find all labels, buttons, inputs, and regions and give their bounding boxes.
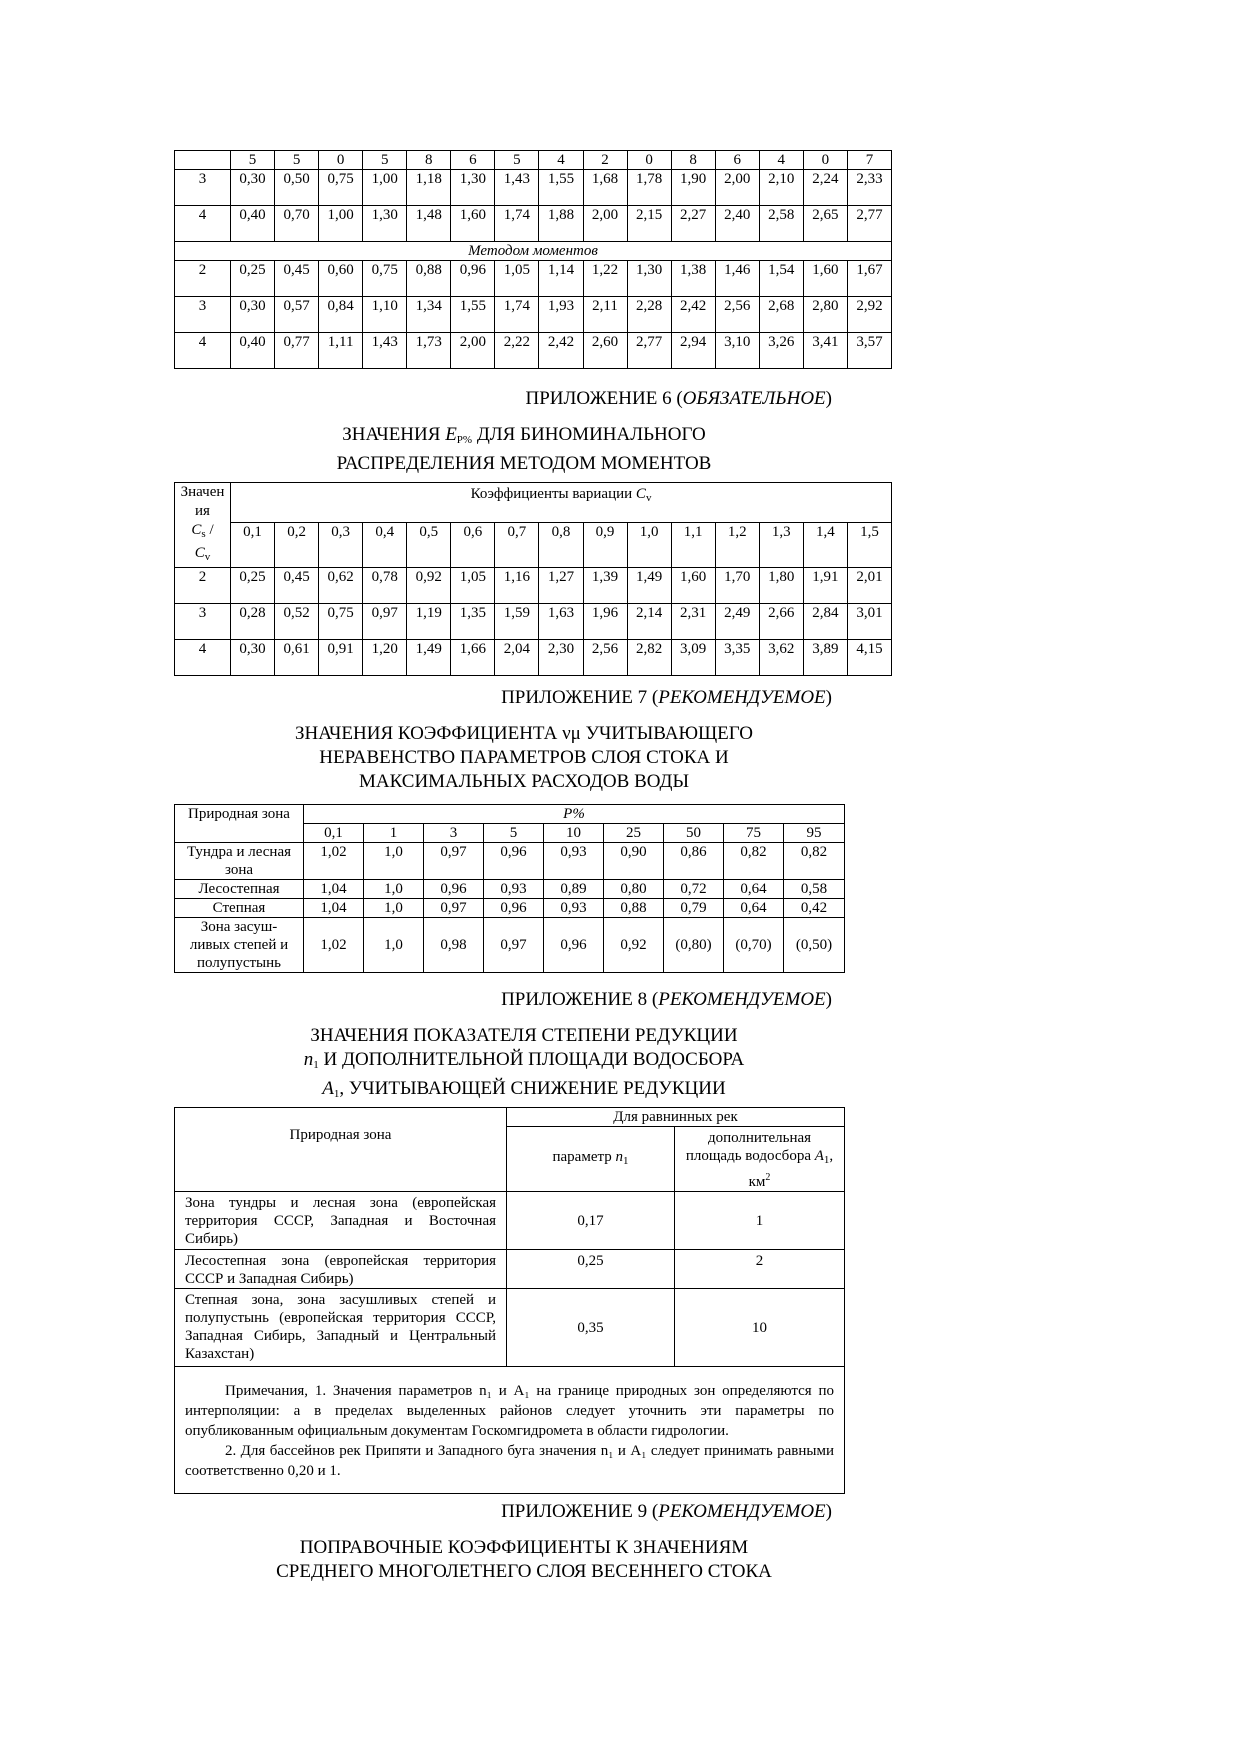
value-cell: 1,16 xyxy=(495,568,539,604)
zone-header: Природная зона xyxy=(175,805,304,843)
value-cell: 1,48 xyxy=(407,206,451,242)
value-cell: 0,82 xyxy=(784,843,845,880)
value-cell: 0,75 xyxy=(319,170,363,206)
value-cell: 2,65 xyxy=(803,206,847,242)
value-cell: 1,67 xyxy=(847,261,891,297)
value-cell: 2,42 xyxy=(539,333,583,369)
value-cell: 1,60 xyxy=(671,568,715,604)
value-cell: 2,22 xyxy=(495,333,539,369)
table-row xyxy=(175,918,845,973)
p-column-header: 75 xyxy=(724,824,784,843)
cv-column-header: 0,5 xyxy=(407,523,451,568)
a1-cell: 2 xyxy=(675,1250,845,1289)
value-cell: 0,96 xyxy=(484,899,544,918)
value-cell: 2,01 xyxy=(847,568,891,604)
value-cell: 4 xyxy=(539,151,583,170)
value-cell: 0,64 xyxy=(724,880,784,899)
value-cell: 0,58 xyxy=(784,880,845,899)
value-cell: 0,77 xyxy=(275,333,319,369)
appendix-8-title: ЗНАЧЕНИЯ ПОКАЗАТЕЛЯ СТЕПЕНИ РЕДУКЦИИ $n_1$ И ДОПОЛНИТЕЛЬНОЙ ПЛОЩАДИ ВОДОСБОРА $A_1$, УЧИТЫВАЮЩЕЙ СНИЖЕНИЕ РЕДУКЦИИ xyxy=(303,1025,745,1100)
row-header-cell: Значения $C_s$ / $C_v$ xyxy=(175,483,231,568)
value-cell: 6 xyxy=(451,151,495,170)
value-cell: 3,62 xyxy=(759,640,803,676)
value-cell: 1,35 xyxy=(451,604,495,640)
value-cell: 0,89 xyxy=(544,880,604,899)
value-cell: 1,66 xyxy=(451,640,495,676)
value-cell: 0,96 xyxy=(451,261,495,297)
p-column-header: 10 xyxy=(544,824,604,843)
n1-cell: 0,35 xyxy=(507,1289,675,1367)
cv-column-header: 1,2 xyxy=(715,523,759,568)
value-cell: 1,38 xyxy=(671,261,715,297)
continued-table xyxy=(174,150,892,369)
p-column-header: 50 xyxy=(664,824,724,843)
table-row xyxy=(175,880,845,899)
row-label: 3 xyxy=(175,297,231,333)
value-cell: 0,28 xyxy=(231,604,275,640)
value-cell: 1,0 xyxy=(364,880,424,899)
table-row xyxy=(175,843,845,880)
value-cell: 2,56 xyxy=(583,640,627,676)
cv-column-header: 1,1 xyxy=(671,523,715,568)
value-cell: 0,97 xyxy=(424,899,484,918)
table-row xyxy=(175,206,892,242)
value-cell: 1,19 xyxy=(407,604,451,640)
value-cell: 0,96 xyxy=(424,880,484,899)
value-cell: 4,15 xyxy=(847,640,891,676)
value-cell: 0,78 xyxy=(363,568,407,604)
value-cell: (0,80) xyxy=(664,918,724,973)
appendix-7-heading: ПРИЛОЖЕНИЕ 7 (РЕКОМЕНДУЕМОЕ) xyxy=(501,687,832,708)
table-row xyxy=(175,568,892,604)
appendix-7-title: ЗНАЧЕНИЯ КОЭФФИЦИЕНТА νμ УЧИТЫВАЮЩЕГО НЕРАВЕНСТВО ПАРАМЕТРОВ СЛОЯ СТОКА И МАКСИМАЛЬНЫХ РАСХОДОВ ВОДЫ xyxy=(294,723,754,792)
value-cell: 2,10 xyxy=(759,170,803,206)
section-label: Методом моментов xyxy=(175,242,892,261)
value-cell: 2,56 xyxy=(715,297,759,333)
row-label: 3 xyxy=(175,170,231,206)
value-cell: 0,40 xyxy=(231,206,275,242)
reduction-table xyxy=(174,1107,845,1494)
p-column-header: 0,1 xyxy=(304,824,364,843)
value-cell: 0,75 xyxy=(363,261,407,297)
value-cell: 1,0 xyxy=(364,918,424,973)
value-cell: 0,30 xyxy=(231,297,275,333)
value-cell: 3,26 xyxy=(759,333,803,369)
value-cell: 0,96 xyxy=(544,918,604,973)
value-cell: 0,52 xyxy=(275,604,319,640)
value-cell: 0,92 xyxy=(407,568,451,604)
value-cell: 0,90 xyxy=(604,843,664,880)
value-cell: 0,57 xyxy=(275,297,319,333)
value-cell: 2,31 xyxy=(671,604,715,640)
value-cell: 0,92 xyxy=(604,918,664,973)
value-cell: 0,93 xyxy=(544,843,604,880)
value-cell: 1,22 xyxy=(583,261,627,297)
value-cell: 1,0 xyxy=(364,899,424,918)
appendix-6-heading: ПРИЛОЖЕНИЕ 6 (ОБЯЗАТЕЛЬНОЕ) xyxy=(525,388,832,409)
value-cell: 0,30 xyxy=(231,170,275,206)
value-cell: (0,50) xyxy=(784,918,845,973)
value-cell: 1,54 xyxy=(759,261,803,297)
cv-column-header: 0,3 xyxy=(319,523,363,568)
value-cell: 0,80 xyxy=(604,880,664,899)
p-header: P% xyxy=(304,805,845,824)
value-cell: 0,97 xyxy=(363,604,407,640)
table-row xyxy=(175,899,845,918)
notes-cell xyxy=(175,1367,845,1494)
value-cell: 2,49 xyxy=(715,604,759,640)
value-cell: 0,98 xyxy=(424,918,484,973)
value-cell: 1,20 xyxy=(363,640,407,676)
cv-column-header: 0,9 xyxy=(583,523,627,568)
value-cell: 1,43 xyxy=(495,170,539,206)
n1-cell: 0,25 xyxy=(507,1250,675,1289)
value-cell: 1,46 xyxy=(715,261,759,297)
value-cell: 0,79 xyxy=(664,899,724,918)
value-cell: 1,68 xyxy=(583,170,627,206)
table-row xyxy=(175,170,892,206)
table-row xyxy=(175,151,892,170)
value-cell: 1,91 xyxy=(803,568,847,604)
row-label: 4 xyxy=(175,333,231,369)
value-cell: 0,91 xyxy=(319,640,363,676)
value-cell: 2,11 xyxy=(583,297,627,333)
value-cell: 2,77 xyxy=(847,206,891,242)
a1-cell: 10 xyxy=(675,1289,845,1367)
value-cell: 2,94 xyxy=(671,333,715,369)
value-cell: 0,70 xyxy=(275,206,319,242)
cv-column-header: 1,5 xyxy=(847,523,891,568)
value-cell: 0,45 xyxy=(275,568,319,604)
value-cell: 3,57 xyxy=(847,333,891,369)
row-label xyxy=(175,151,231,170)
zone-header: Природная зона xyxy=(175,1108,507,1192)
value-cell: 1,02 xyxy=(304,843,364,880)
value-cell: 2 xyxy=(583,151,627,170)
value-cell: 0,62 xyxy=(319,568,363,604)
value-cell: 1,90 xyxy=(671,170,715,206)
value-cell: 8 xyxy=(407,151,451,170)
value-cell: 1,74 xyxy=(495,206,539,242)
cv-group-header: Коэффициенты вариации $C_v$ xyxy=(231,483,892,523)
value-cell: 0 xyxy=(319,151,363,170)
note-2: 2. Для бассейнов рек Припяти и Западного буга значения n₁ и A₁ следует принимать равными соответственно 0,20 и 1. xyxy=(185,1443,834,1479)
value-cell: 2,00 xyxy=(451,333,495,369)
value-cell: 1,0 xyxy=(364,843,424,880)
value-cell: 0,93 xyxy=(484,880,544,899)
binomial-table xyxy=(174,482,892,676)
value-cell: 2,92 xyxy=(847,297,891,333)
value-cell: 1,30 xyxy=(363,206,407,242)
value-cell: 1,60 xyxy=(451,206,495,242)
a1-cell: 1 xyxy=(675,1192,845,1250)
param-n1-header: параметр $n_1$ xyxy=(507,1127,675,1192)
value-cell: 0,30 xyxy=(231,640,275,676)
value-cell: 2,28 xyxy=(627,297,671,333)
value-cell: 0,88 xyxy=(407,261,451,297)
value-cell: 0,84 xyxy=(319,297,363,333)
table-row xyxy=(175,1289,845,1367)
value-cell: 1,10 xyxy=(363,297,407,333)
value-cell: 1,39 xyxy=(583,568,627,604)
cv-column-header: 1,0 xyxy=(627,523,671,568)
value-cell: 1,05 xyxy=(495,261,539,297)
table-row xyxy=(175,297,892,333)
value-cell: 2,82 xyxy=(627,640,671,676)
value-cell: 2,80 xyxy=(803,297,847,333)
value-cell: 2,04 xyxy=(495,640,539,676)
value-cell: 2,14 xyxy=(627,604,671,640)
p-column-header: 5 xyxy=(484,824,544,843)
n1-cell: 0,17 xyxy=(507,1192,675,1250)
value-cell: 2,58 xyxy=(759,206,803,242)
p-column-header: 3 xyxy=(424,824,484,843)
value-cell: 0 xyxy=(627,151,671,170)
value-cell: 7 xyxy=(847,151,891,170)
value-cell: 2,00 xyxy=(715,170,759,206)
cv-column-header: 0,8 xyxy=(539,523,583,568)
value-cell: 1,96 xyxy=(583,604,627,640)
table-row xyxy=(175,1250,845,1289)
value-cell: 1,73 xyxy=(407,333,451,369)
value-cell: 0 xyxy=(803,151,847,170)
value-cell: 0,42 xyxy=(784,899,845,918)
p-column-header: 95 xyxy=(784,824,845,843)
value-cell: 2,24 xyxy=(803,170,847,206)
table-row xyxy=(175,640,892,676)
value-cell: 1,34 xyxy=(407,297,451,333)
value-cell: 2,00 xyxy=(583,206,627,242)
plain-rivers-header: Для равнинных рек xyxy=(507,1108,845,1127)
table-row xyxy=(175,333,892,369)
value-cell: 1,00 xyxy=(319,206,363,242)
value-cell: 1,60 xyxy=(803,261,847,297)
value-cell: 0,82 xyxy=(724,843,784,880)
value-cell: 0,40 xyxy=(231,333,275,369)
value-cell: 2,15 xyxy=(627,206,671,242)
cv-column-header: 1,3 xyxy=(759,523,803,568)
value-cell: 1,63 xyxy=(539,604,583,640)
value-cell: 2,40 xyxy=(715,206,759,242)
cv-column-header: 0,4 xyxy=(363,523,407,568)
value-cell: 1,74 xyxy=(495,297,539,333)
value-cell: 1,80 xyxy=(759,568,803,604)
value-cell: 1,27 xyxy=(539,568,583,604)
value-cell: 0,96 xyxy=(484,843,544,880)
value-cell: 8 xyxy=(671,151,715,170)
row-label: 2 xyxy=(175,568,231,604)
value-cell: 1,14 xyxy=(539,261,583,297)
section-row xyxy=(175,242,892,261)
value-cell: 1,18 xyxy=(407,170,451,206)
zone-cell: Степная xyxy=(175,899,304,918)
value-cell: 3,41 xyxy=(803,333,847,369)
appendix-9-heading: ПРИЛОЖЕНИЕ 9 (РЕКОМЕНДУЕМОЕ) xyxy=(501,1501,832,1522)
zone-cell: Лесостепная xyxy=(175,880,304,899)
zone-cell: Лесостепная зона (европейская территория СССР и Западная Сибирь) xyxy=(175,1250,507,1289)
zone-cell: Степная зона, зона засушливых степей и полупустынь (европейская территория СССР, Западная Сибирь, Западный и Центральный Казахстан) xyxy=(175,1289,507,1367)
value-cell: 1,55 xyxy=(451,297,495,333)
row-label: 3 xyxy=(175,604,231,640)
nu-mu-table xyxy=(174,804,845,973)
value-cell: 1,11 xyxy=(319,333,363,369)
value-cell: 2,42 xyxy=(671,297,715,333)
value-cell: 1,02 xyxy=(304,918,364,973)
value-cell: 3,35 xyxy=(715,640,759,676)
value-cell: 5 xyxy=(363,151,407,170)
value-cell: 3,89 xyxy=(803,640,847,676)
value-cell: 2,60 xyxy=(583,333,627,369)
value-cell: 2,84 xyxy=(803,604,847,640)
value-cell: 1,59 xyxy=(495,604,539,640)
value-cell: 0,97 xyxy=(484,918,544,973)
row-label: 4 xyxy=(175,640,231,676)
p-column-header: 1 xyxy=(364,824,424,843)
value-cell: 0,50 xyxy=(275,170,319,206)
value-cell: 1,93 xyxy=(539,297,583,333)
value-cell: 1,43 xyxy=(363,333,407,369)
value-cell: 0,86 xyxy=(664,843,724,880)
value-cell: 0,61 xyxy=(275,640,319,676)
cv-column-header: 0,1 xyxy=(231,523,275,568)
zone-cell: Зона засуш-ливых степей и полупустынь xyxy=(175,918,304,973)
value-cell: 3,01 xyxy=(847,604,891,640)
note-1: Примечания, 1. Значения параметров n₁ и A₁ на границе природных зон определяются по интерполяции: а в пределах выделенных районов следует уточнить эти параметры по опубликованным официальным документам Госкомгидромета в области гидрологии. xyxy=(185,1383,834,1439)
table-row xyxy=(175,604,892,640)
cv-column-header: 0,2 xyxy=(275,523,319,568)
table-row xyxy=(175,1192,845,1250)
value-cell: 0,25 xyxy=(231,568,275,604)
value-cell: 0,97 xyxy=(424,843,484,880)
value-cell: 3,10 xyxy=(715,333,759,369)
appendix-9-title: ПОПРАВОЧНЫЕ КОЭФФИЦИЕНТЫ К ЗНАЧЕНИЯМ СРЕДНЕГО МНОГОЛЕТНЕГО СЛОЯ ВЕСЕННЕГО СТОКА xyxy=(276,1537,772,1582)
value-cell: 2,66 xyxy=(759,604,803,640)
value-cell: 1,49 xyxy=(627,568,671,604)
value-cell: 0,72 xyxy=(664,880,724,899)
zone-cell: Зона тундры и лесная зона (европейская территория СССР, Западная и Восточная Сибирь) xyxy=(175,1192,507,1250)
table-row xyxy=(175,261,892,297)
row-label: 2 xyxy=(175,261,231,297)
appendix-6-title: ЗНАЧЕНИЯ $E_{P\%}$ ДЛЯ БИНОМИНАЛЬНОГО РАСПРЕДЕЛЕНИЯ МЕТОДОМ МОМЕНТОВ xyxy=(336,424,712,474)
value-cell: 3,09 xyxy=(671,640,715,676)
value-cell: 4 xyxy=(759,151,803,170)
value-cell: 2,30 xyxy=(539,640,583,676)
value-cell: 2,33 xyxy=(847,170,891,206)
value-cell: (0,70) xyxy=(724,918,784,973)
value-cell: 0,75 xyxy=(319,604,363,640)
value-cell: 1,55 xyxy=(539,170,583,206)
value-cell: 1,04 xyxy=(304,899,364,918)
value-cell: 1,30 xyxy=(627,261,671,297)
cv-column-header: 0,6 xyxy=(451,523,495,568)
value-cell: 0,45 xyxy=(275,261,319,297)
value-cell: 6 xyxy=(715,151,759,170)
value-cell: 2,68 xyxy=(759,297,803,333)
value-cell: 0,60 xyxy=(319,261,363,297)
value-cell: 2,27 xyxy=(671,206,715,242)
value-cell: 1,88 xyxy=(539,206,583,242)
value-cell: 0,25 xyxy=(231,261,275,297)
p-column-header: 25 xyxy=(604,824,664,843)
row-label: 4 xyxy=(175,206,231,242)
value-cell: 1,00 xyxy=(363,170,407,206)
value-cell: 1,78 xyxy=(627,170,671,206)
appendix-8-heading: ПРИЛОЖЕНИЕ 8 (РЕКОМЕНДУЕМОЕ) xyxy=(501,989,832,1010)
notes-row xyxy=(175,1367,845,1494)
value-cell: 1,05 xyxy=(451,568,495,604)
value-cell: 0,88 xyxy=(604,899,664,918)
value-cell: 5 xyxy=(231,151,275,170)
area-a1-header: дополнительная площадь водосбора $A_1$, $км^2$ xyxy=(675,1127,845,1192)
value-cell: 0,64 xyxy=(724,899,784,918)
value-cell: 5 xyxy=(495,151,539,170)
value-cell: 1,04 xyxy=(304,880,364,899)
value-cell: 2,77 xyxy=(627,333,671,369)
value-cell: 5 xyxy=(275,151,319,170)
value-cell: 1,30 xyxy=(451,170,495,206)
value-cell: 1,49 xyxy=(407,640,451,676)
zone-cell: Тундра и лесная зона xyxy=(175,843,304,880)
value-cell: 0,93 xyxy=(544,899,604,918)
cv-column-header: 1,4 xyxy=(803,523,847,568)
value-cell: 1,70 xyxy=(715,568,759,604)
cv-column-header: 0,7 xyxy=(495,523,539,568)
